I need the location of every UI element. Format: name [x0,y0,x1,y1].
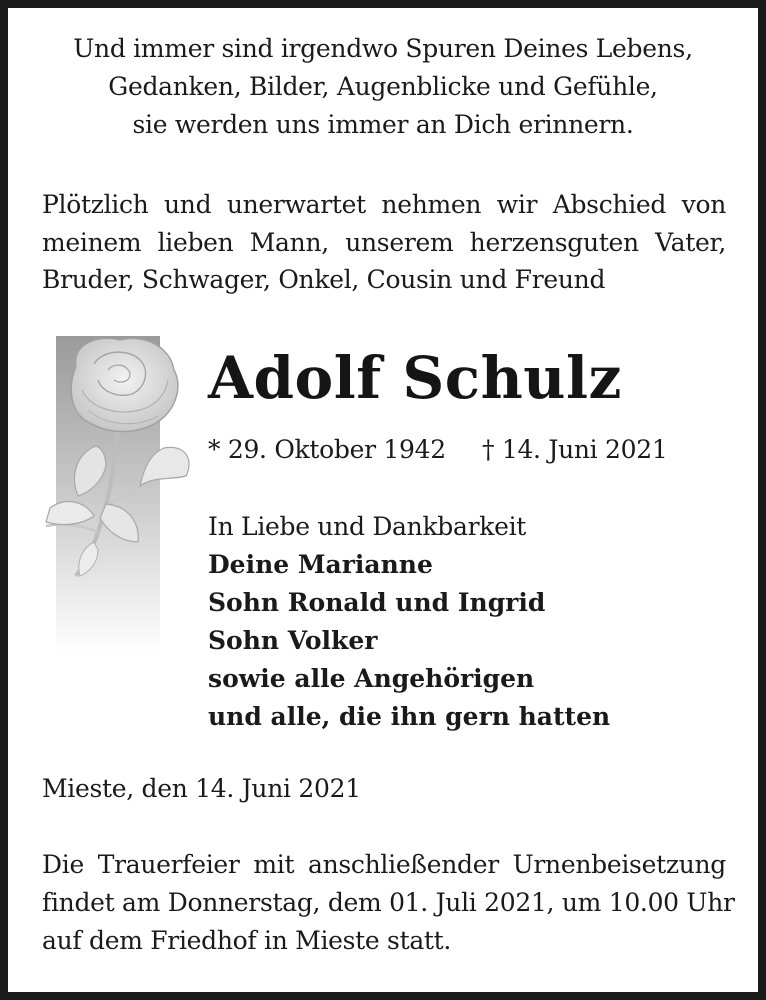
deceased-name: Adolf Schulz [208,344,622,412]
announcement-line: meinem lieben Mann, unserem herzensguten Vater, [42,227,726,257]
mourner-name: und alle, die ihn gern hatten [208,702,611,731]
place-and-date: Mieste, den 14. Juni 2021 [42,774,361,803]
funeral-line: auf dem Friedhof in Mieste statt. [42,926,452,955]
mourners-block [208,508,610,736]
rose-icon [36,336,196,654]
life-dates [208,432,668,468]
mourner-name: Deine Marianne [208,550,433,579]
funeral-line: Die Trauerfeier mit anschließender Urnenbeisetzung [42,850,726,879]
announcement-line: Plötzlich und unerwartet nehmen wir Abschied von [42,190,726,219]
death-date: † 14. Juni 2021 [482,435,668,464]
mourners-intro: In Liebe und Dankbarkeit [208,512,527,541]
mourner-name: Sohn Volker [208,626,378,655]
funeral-notice [42,846,735,960]
memorial-poem [30,30,736,144]
mourner-name: sowie alle Angehörigen [208,664,535,693]
mourner-name: Sohn Ronald und Ingrid [208,588,546,617]
death-announcement [42,186,726,299]
funeral-line: findet am Donnerstag, dem 01. Juli 2021, um 10.00 Uhr [42,888,735,917]
announcement-line: Bruder, Schwager, Onkel, Cousin und Freund [42,265,606,294]
poem-line: Gedanken, Bilder, Augenblicke und Gefühle, [108,72,658,101]
birth-date: * 29. Oktober 1942 [208,435,446,464]
poem-line: Und immer sind irgendwo Spuren Deines Lebens, [73,34,693,63]
poem-line: sie werden uns immer an Dich erinnern. [132,110,634,139]
